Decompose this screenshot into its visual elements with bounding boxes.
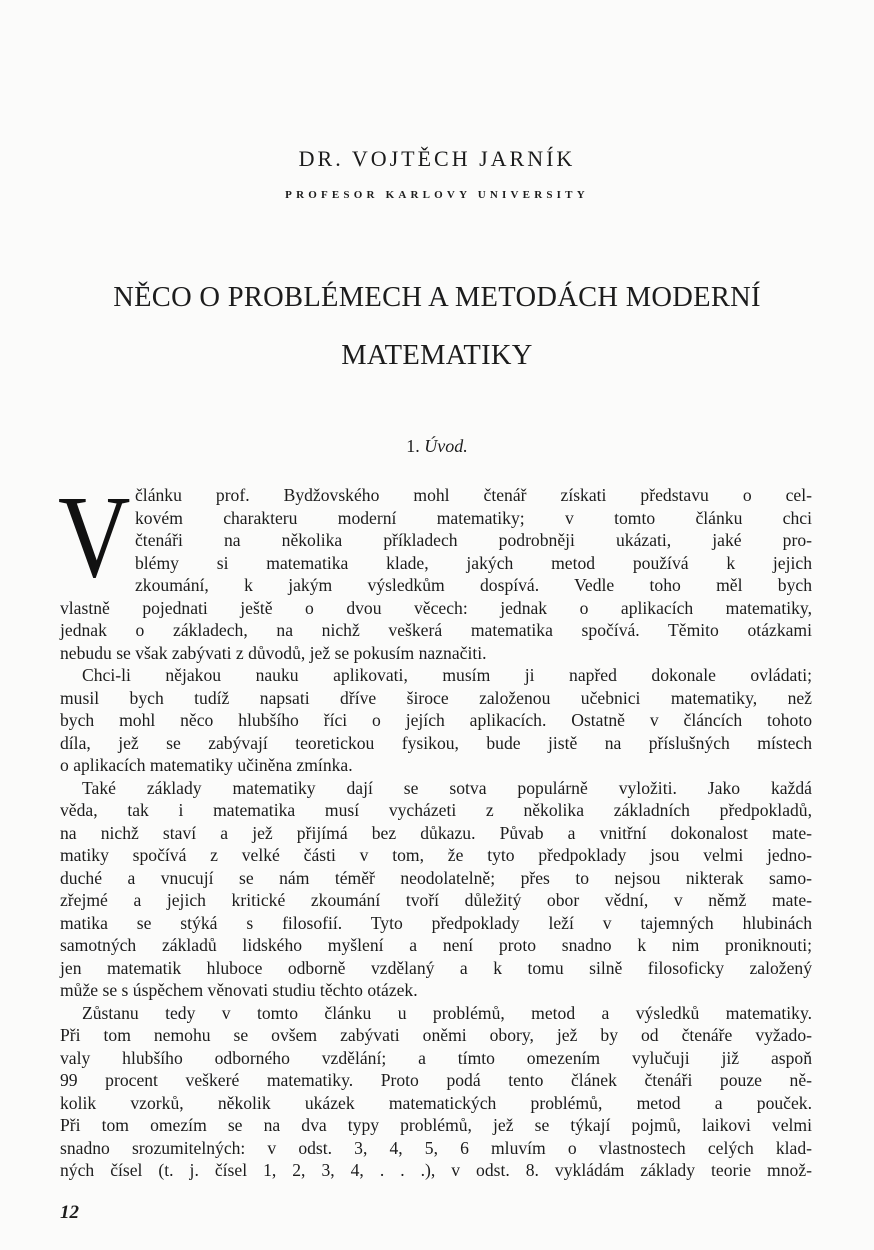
text-line: může se s úspěchem věnovati studiu těchto otázek.	[60, 980, 418, 1000]
drop-cap: V	[58, 471, 131, 602]
text-line: samotných základů lidského myšlení a není proto snadno k nim proniknouti;	[60, 935, 812, 955]
article-title-line-2: MATEMATIKY	[341, 340, 533, 371]
text-line: čtenáři na několika příkladech podrobněji ukázati, jaké pro-	[135, 530, 812, 550]
text-line: matika se stýká s filosofií. Tyto předpoklady leží v tajemných hlubinách	[60, 912, 812, 933]
text-line: 99 procent veškeré matematiky. Proto podá tento článek čtenáři pouze ně-	[60, 1070, 812, 1090]
text-line: na nichž staví a jež přijímá bez důkazu. Půvab a vnitřní dokonalost mate-	[60, 822, 812, 843]
text-line: zkoumání, k jakým výsledkům dospívá. Vedle toho měl bych	[135, 575, 812, 595]
text-line: jen matematik hluboce odborně vzdělaný a k tomu silně filosoficky založený	[60, 957, 812, 978]
author-name: DR. VOJTĚCH JARNÍK	[298, 146, 576, 171]
text-line: vlastně pojednati ještě o dvou věcech: jednak o aplikacích matematiky,	[60, 597, 812, 618]
section-heading	[0, 436, 874, 457]
section-number: 1.	[406, 436, 420, 456]
article-title-line-1: NĚCO O PROBLÉMECH A METODÁCH MODERNÍ	[113, 282, 761, 313]
text-line: musil bych tudíž napsati dříve široce založenou učebnici matematiky, než	[60, 687, 812, 708]
section-name: Úvod.	[424, 436, 468, 456]
page-number: 12	[60, 1202, 79, 1223]
text-line: Také základy matematiky dají se sotva populárně vyložiti. Jako každá	[82, 777, 812, 798]
text-line: matiky spočívá z velké části v tom, že tyto předpoklady jsou velmi jedno-	[60, 845, 812, 865]
author-affiliation: PROFESOR KARLOVY UNIVERSITY	[285, 189, 589, 201]
text-line: díla, jež se zabývají teoretickou fysikou, bude jistě na příslušných místech	[60, 732, 812, 753]
text-line: Při tom nemohu se ovšem zabývati oněmi obory, jež by od čtenáře vyžado-	[60, 1025, 812, 1045]
text-line: věda, tak i matematika musí vycházeti z několika základních předpokladů,	[60, 800, 812, 820]
text-line: valy hlubšího odborného vzdělání; a tímto omezením vylučuji již aspoň	[60, 1047, 812, 1068]
text-line: o aplikacích matematiky učiněna zmínka.	[60, 755, 353, 775]
text-line: Chci-li nějakou nauku aplikovati, musím ji napřed dokonale ovládati;	[82, 665, 812, 685]
body-text	[60, 484, 812, 1182]
text-line: Při tom omezím se na dva typy problémů, jež se týkají pojmů, laikovi velmi	[60, 1115, 812, 1135]
text-line: snadno srozumitelných: v odst. 3, 4, 5, 6 mluvím o vlastnostech celých klad-	[60, 1137, 812, 1158]
text-line: kovém charakteru moderní matematiky; v tomto článku chci	[135, 507, 812, 528]
text-line: Zůstanu tedy v tomto článku u problémů, metod a výsledků matematiky.	[82, 1002, 812, 1023]
text-line: nebudu se však zabývati z důvodů, jež se pokusím naznačiti.	[60, 642, 487, 663]
text-line: jednak o základech, na nichž veškerá matematika spočívá. Těmito otázkami	[60, 620, 812, 640]
text-line: blémy si matematika klade, jakých metod používá k jejich	[135, 552, 812, 573]
text-line: článku prof. Bydžovského mohl čtenář získati představu o cel-	[135, 485, 812, 505]
text-line: ných čísel (t. j. čísel 1, 2, 3, 4, . . .), v odst. 8. vykládám základy teorie množ-	[60, 1160, 812, 1180]
text-line: zřejmé a jejich kritické zkoumání tvoří důležitý obor vědní, v němž mate-	[60, 890, 812, 910]
text-line: duché a vnucují se nám téměř neodolatelně; přes to nejsou nikterak samo-	[60, 867, 812, 888]
text-line: kolik vzorků, několik ukázek matematických problémů, metod a pouček.	[60, 1092, 812, 1113]
text-line: bych mohl něco hlubšího říci o jejích aplikacích. Ostatně v článcích tohoto	[60, 710, 812, 730]
